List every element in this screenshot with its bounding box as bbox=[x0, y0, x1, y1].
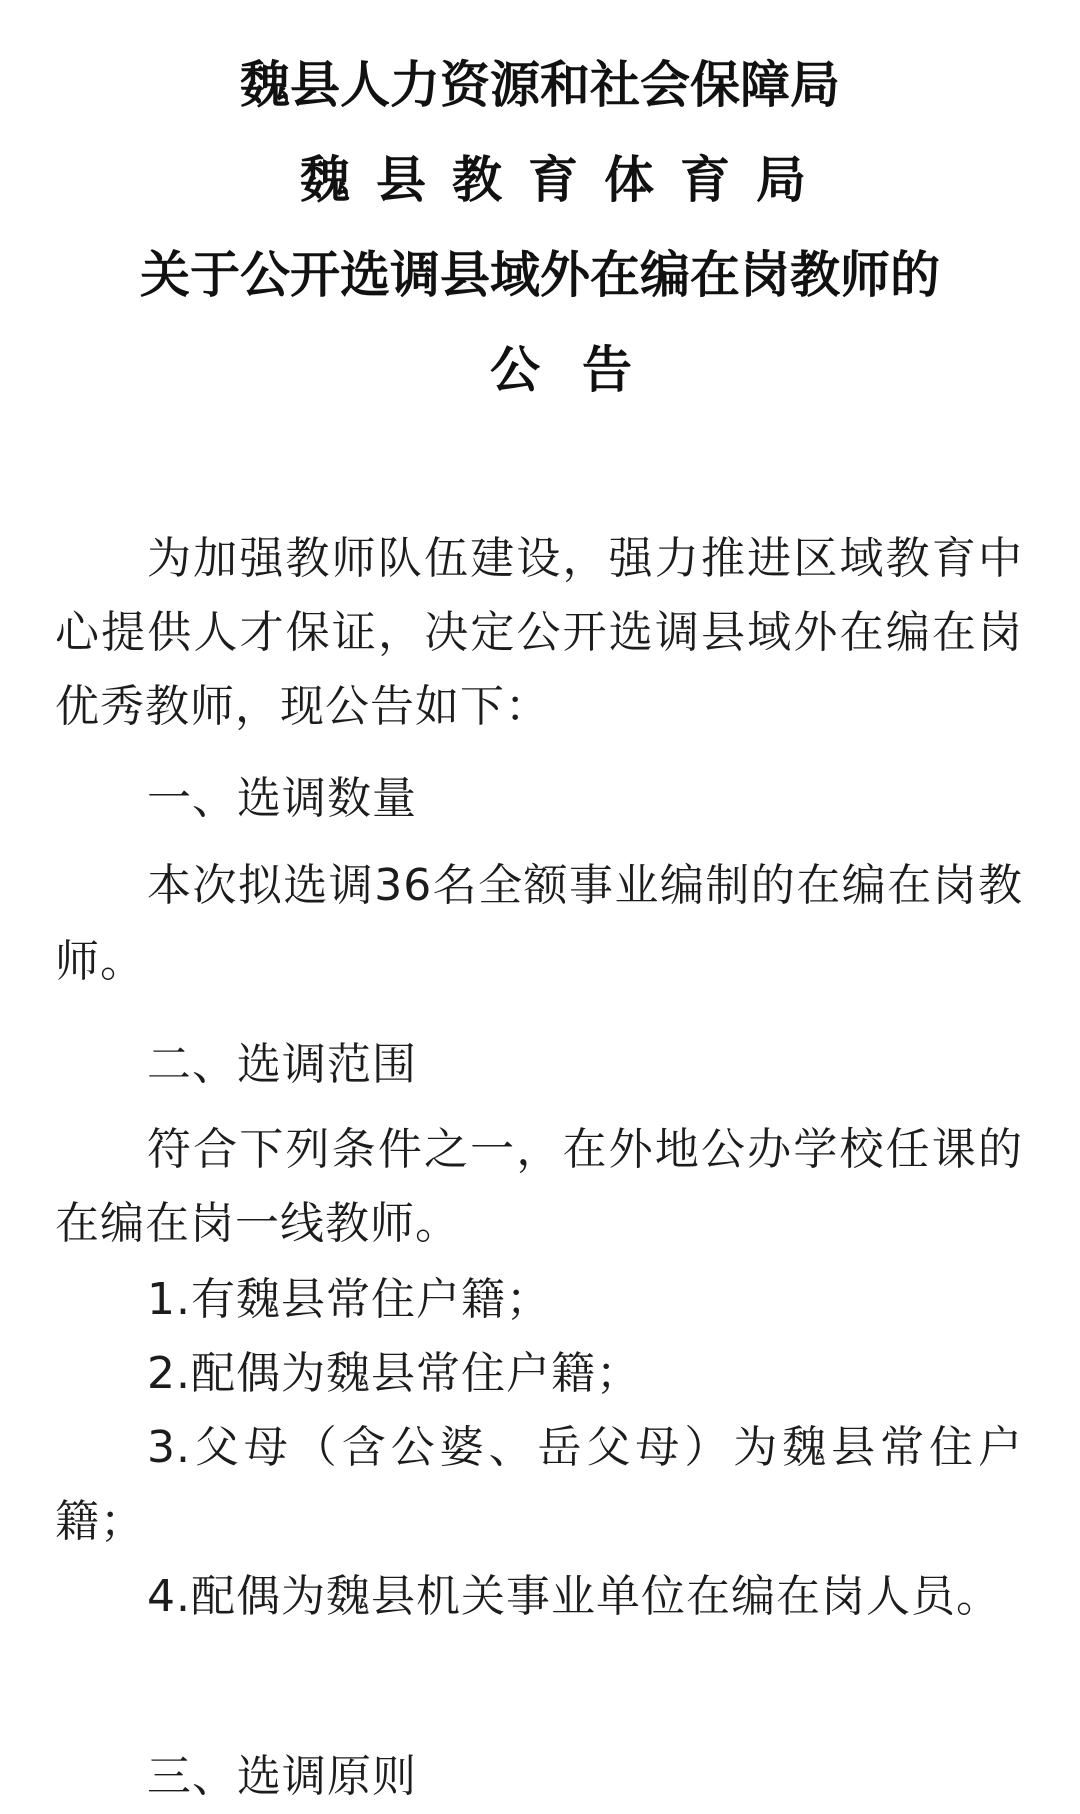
scope-item: 3.父母（含公婆、岳父母）为魏县常住户籍； bbox=[55, 1422, 1023, 1547]
notice-title-announcement: 公告 bbox=[490, 341, 674, 399]
notice-title: 关于公开选调县域外在编在岗教师的 bbox=[140, 246, 940, 304]
section-quantity-text: 本次拟选调36名全额事业编制的在编在岗教师。 bbox=[55, 860, 1023, 987]
section-heading-scope: 二、选调范围 bbox=[147, 1039, 417, 1090]
scope-item: 4.配偶为魏县机关事业单位在编在岗人员。 bbox=[147, 1571, 1001, 1622]
section-heading-quantity: 一、选调数量 bbox=[147, 773, 417, 824]
section-heading-principle: 三、选调原则 bbox=[147, 1751, 417, 1802]
issuer-title-hr: 魏县人力资源和社会保障局 bbox=[240, 56, 840, 114]
scope-item: 1.有魏县常住户籍； bbox=[147, 1274, 551, 1325]
intro-paragraph: 为加强教师队伍建设，强力推进区域教育中心提供人才保证，决定公开选调县域外在编在岗优秀教师，现公告如下： bbox=[55, 533, 1023, 732]
section-scope-text: 符合下列条件之一，在外地公办学校任课的在编在岗一线教师。 bbox=[55, 1124, 1023, 1249]
scope-item: 2.配偶为魏县常住户籍； bbox=[147, 1348, 641, 1399]
issuer-title-edu: 魏县教育体育局 bbox=[300, 151, 832, 209]
